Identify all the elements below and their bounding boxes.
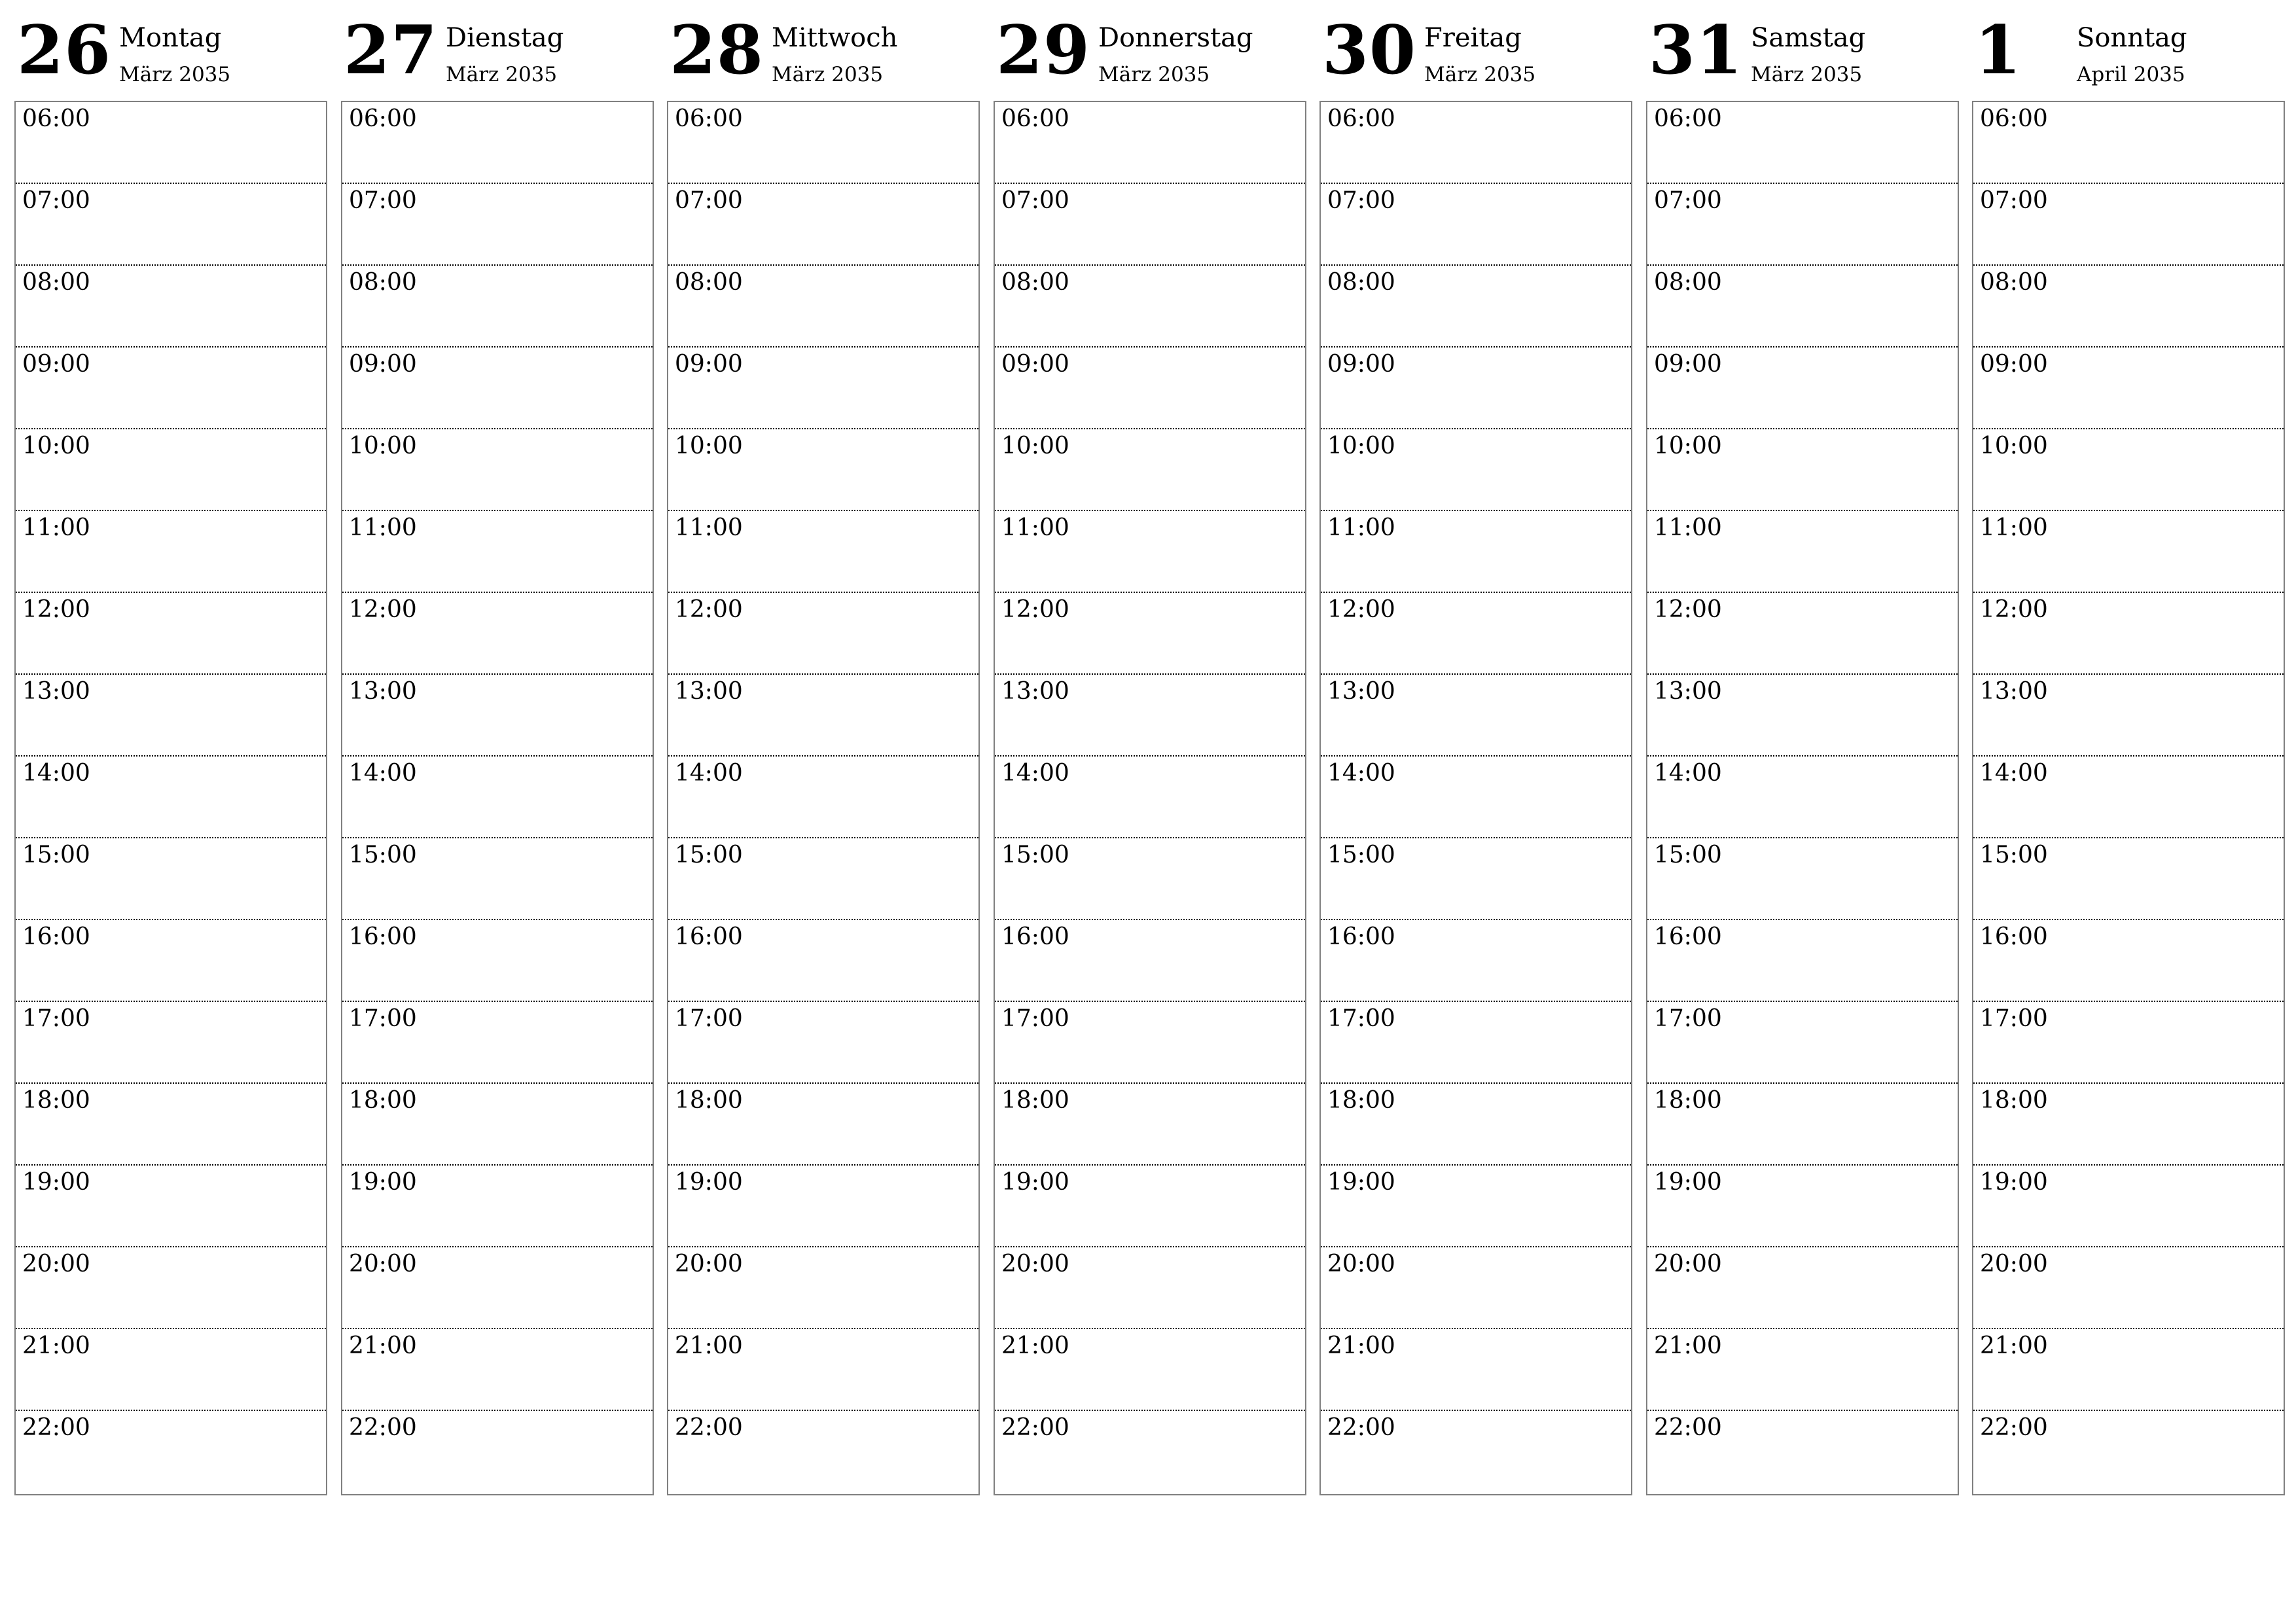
- hour-slot[interactable]: [1321, 673, 1631, 757]
- hour-label: 12:00: [1980, 596, 2048, 623]
- hour-label: 10:00: [1001, 433, 1069, 459]
- hour-label: 19:00: [1001, 1169, 1069, 1196]
- hour-label: 14:00: [1001, 760, 1069, 787]
- hour-label: 17:00: [1980, 1005, 2048, 1032]
- hour-label: 20:00: [1980, 1251, 2048, 1277]
- hour-slot[interactable]: [1321, 1082, 1631, 1166]
- hour-label: 07:00: [675, 187, 743, 214]
- hour-label: 12:00: [22, 596, 90, 623]
- hour-label: 15:00: [1001, 842, 1069, 868]
- hour-label: 09:00: [1654, 351, 1722, 378]
- hour-label: 14:00: [1327, 760, 1395, 787]
- hour-slot[interactable]: [1321, 919, 1631, 1002]
- hour-slot[interactable]: [1647, 755, 1958, 838]
- hour-slot[interactable]: [668, 837, 978, 920]
- day-schedule-box: [1319, 101, 1632, 1495]
- day-column: [1646, 0, 1959, 1441]
- hour-label: 22:00: [1980, 1414, 2048, 1441]
- hour-slot[interactable]: [16, 755, 326, 838]
- hour-label: 20:00: [22, 1251, 90, 1277]
- hour-slot[interactable]: [668, 919, 978, 1002]
- hour-slot[interactable]: [1973, 102, 2284, 184]
- hour-label: 22:00: [1654, 1414, 1722, 1441]
- hour-slot[interactable]: [668, 1001, 978, 1084]
- hour-slot[interactable]: [995, 1082, 1305, 1166]
- day-number: 1: [1975, 11, 2022, 90]
- hour-slot[interactable]: [1973, 1164, 2284, 1247]
- hour-label: 08:00: [1980, 269, 2048, 296]
- hour-slot[interactable]: [668, 510, 978, 593]
- hour-label: 17:00: [349, 1005, 417, 1032]
- hour-slot[interactable]: [16, 1410, 326, 1493]
- day-month: März 2035: [446, 63, 558, 86]
- day-header: [994, 0, 1306, 101]
- hour-label: 18:00: [349, 1087, 417, 1114]
- hour-slot[interactable]: [1973, 428, 2284, 511]
- hour-slot[interactable]: [995, 755, 1305, 838]
- day-number: 26: [17, 11, 111, 90]
- hour-slot[interactable]: [16, 837, 326, 920]
- hour-slot[interactable]: [668, 346, 978, 429]
- hour-slot[interactable]: [342, 1328, 653, 1411]
- hour-slot[interactable]: [342, 673, 653, 757]
- hour-label: 21:00: [22, 1332, 90, 1359]
- hour-slot[interactable]: [342, 264, 653, 348]
- hour-label: 07:00: [1001, 187, 1069, 214]
- hour-label: 20:00: [1001, 1251, 1069, 1277]
- day-schedule-box: [1646, 101, 1959, 1495]
- day-header: [667, 0, 980, 101]
- hour-label: 10:00: [1980, 433, 2048, 459]
- hour-label: 18:00: [1327, 1087, 1395, 1114]
- hour-slot[interactable]: [1321, 755, 1631, 838]
- hour-slot[interactable]: [342, 1246, 653, 1329]
- hour-label: 15:00: [1327, 842, 1395, 868]
- hour-label: 19:00: [1654, 1169, 1722, 1196]
- day-schedule-box: [994, 101, 1306, 1495]
- hour-label: 10:00: [349, 433, 417, 459]
- hour-slot[interactable]: [16, 1328, 326, 1411]
- day-month: März 2035: [1098, 63, 1210, 86]
- hour-slot[interactable]: [16, 102, 326, 184]
- hour-label: 15:00: [1980, 842, 2048, 868]
- hour-label: 19:00: [675, 1169, 743, 1196]
- hour-slot[interactable]: [342, 102, 653, 184]
- hour-slot[interactable]: [668, 1410, 978, 1493]
- hour-label: 06:00: [22, 105, 90, 132]
- day-name: Sonntag: [2077, 23, 2187, 53]
- day-month: März 2035: [119, 63, 231, 86]
- hour-slot[interactable]: [1973, 264, 2284, 348]
- hour-label: 09:00: [1001, 351, 1069, 378]
- day-number: 29: [996, 11, 1090, 90]
- hour-label: 21:00: [1001, 1332, 1069, 1359]
- hour-slot[interactable]: [1321, 592, 1631, 675]
- hour-label: 09:00: [1980, 351, 2048, 378]
- hour-slot[interactable]: [668, 1164, 978, 1247]
- hour-slot[interactable]: [342, 592, 653, 675]
- hour-slot[interactable]: [668, 592, 978, 675]
- hour-slot[interactable]: [342, 837, 653, 920]
- hour-label: 15:00: [22, 842, 90, 868]
- hour-slot[interactable]: [342, 1082, 653, 1166]
- day-number: 31: [1649, 11, 1743, 90]
- hour-label: 18:00: [1980, 1087, 2048, 1114]
- hour-slot[interactable]: [1321, 1410, 1631, 1493]
- hour-label: 14:00: [22, 760, 90, 787]
- day-month: April 2035: [2077, 63, 2185, 86]
- hour-label: 17:00: [22, 1005, 90, 1032]
- day-header: [1319, 0, 1632, 101]
- hour-label: 07:00: [22, 187, 90, 214]
- hour-slot[interactable]: [1321, 1246, 1631, 1329]
- hour-label: 14:00: [1654, 760, 1722, 787]
- hour-slot[interactable]: [342, 346, 653, 429]
- hour-slot[interactable]: [1647, 264, 1958, 348]
- hour-label: 17:00: [675, 1005, 743, 1032]
- hour-slot[interactable]: [995, 837, 1305, 920]
- hour-slot[interactable]: [1973, 1082, 2284, 1166]
- hour-slot[interactable]: [995, 1410, 1305, 1493]
- hour-label: 06:00: [1327, 105, 1395, 132]
- hour-label: 15:00: [349, 842, 417, 868]
- hour-slot[interactable]: [995, 919, 1305, 1002]
- day-month: März 2035: [1424, 63, 1536, 86]
- hour-label: 18:00: [22, 1087, 90, 1114]
- hour-label: 08:00: [1654, 269, 1722, 296]
- hour-slot[interactable]: [16, 592, 326, 675]
- hour-label: 18:00: [675, 1087, 743, 1114]
- hour-slot[interactable]: [668, 428, 978, 511]
- hour-label: 20:00: [675, 1251, 743, 1277]
- hour-slot[interactable]: [1647, 673, 1958, 757]
- hour-slot[interactable]: [1973, 183, 2284, 266]
- hour-slot[interactable]: [1973, 510, 2284, 593]
- hour-slot[interactable]: [1647, 102, 1958, 184]
- hour-slot[interactable]: [16, 183, 326, 266]
- hour-label: 11:00: [349, 514, 417, 541]
- hour-label: 18:00: [1001, 1087, 1069, 1114]
- hour-slot[interactable]: [995, 592, 1305, 675]
- hour-label: 14:00: [349, 760, 417, 787]
- hour-slot[interactable]: [342, 510, 653, 593]
- hour-slot[interactable]: [995, 510, 1305, 593]
- hour-label: 12:00: [675, 596, 743, 623]
- hour-label: 13:00: [675, 678, 743, 705]
- hour-slot[interactable]: [1647, 346, 1958, 429]
- hour-slot[interactable]: [1973, 1328, 2284, 1411]
- hour-label: 17:00: [1001, 1005, 1069, 1032]
- hour-slot[interactable]: [668, 1246, 978, 1329]
- hour-label: 07:00: [1980, 187, 2048, 214]
- hour-label: 07:00: [1654, 187, 1722, 214]
- hour-slot[interactable]: [1321, 183, 1631, 266]
- hour-label: 13:00: [349, 678, 417, 705]
- hour-slot[interactable]: [995, 183, 1305, 266]
- hour-slot[interactable]: [668, 264, 978, 348]
- hour-label: 16:00: [22, 923, 90, 950]
- hour-label: 11:00: [1001, 514, 1069, 541]
- day-schedule-box: [14, 101, 327, 1495]
- hour-slot[interactable]: [1647, 919, 1958, 1002]
- hour-label: 17:00: [1327, 1005, 1395, 1032]
- hour-slot[interactable]: [342, 1001, 653, 1084]
- hour-slot[interactable]: [668, 102, 978, 184]
- hour-label: 11:00: [1327, 514, 1395, 541]
- hour-label: 11:00: [675, 514, 743, 541]
- day-header: [1972, 0, 2285, 101]
- hour-slot[interactable]: [16, 264, 326, 348]
- hour-label: 22:00: [349, 1414, 417, 1441]
- hour-slot[interactable]: [1647, 1246, 1958, 1329]
- hour-slot[interactable]: [342, 1164, 653, 1247]
- hour-slot[interactable]: [16, 673, 326, 757]
- hour-slot[interactable]: [1973, 1410, 2284, 1493]
- hour-slot[interactable]: [342, 755, 653, 838]
- hour-slot[interactable]: [995, 428, 1305, 511]
- hour-slot[interactable]: [16, 1246, 326, 1329]
- hour-label: 06:00: [1654, 105, 1722, 132]
- hour-label: 22:00: [22, 1414, 90, 1441]
- hour-label: 19:00: [22, 1169, 90, 1196]
- hour-slot[interactable]: [1647, 1082, 1958, 1166]
- day-name: Donnerstag: [1098, 23, 1253, 53]
- hour-label: 09:00: [675, 351, 743, 378]
- hour-label: 08:00: [349, 269, 417, 296]
- hour-label: 16:00: [1654, 923, 1722, 950]
- hour-label: 13:00: [22, 678, 90, 705]
- hour-label: 10:00: [1327, 433, 1395, 459]
- hour-label: 11:00: [1654, 514, 1722, 541]
- hour-label: 16:00: [349, 923, 417, 950]
- hour-slot[interactable]: [16, 428, 326, 511]
- hour-label: 20:00: [349, 1251, 417, 1277]
- hour-slot[interactable]: [995, 673, 1305, 757]
- hour-label: 12:00: [1654, 596, 1722, 623]
- hour-label: 13:00: [1001, 678, 1069, 705]
- hour-label: 08:00: [22, 269, 90, 296]
- hour-slot[interactable]: [1647, 510, 1958, 593]
- day-schedule-box: [1972, 101, 2285, 1495]
- hour-slot[interactable]: [1973, 837, 2284, 920]
- hour-slot[interactable]: [342, 183, 653, 266]
- hour-label: 11:00: [22, 514, 90, 541]
- hour-label: 08:00: [675, 269, 743, 296]
- day-schedule-box: [341, 101, 654, 1495]
- hour-label: 22:00: [675, 1414, 743, 1441]
- hour-slot[interactable]: [668, 1328, 978, 1411]
- hour-label: 13:00: [1327, 678, 1395, 705]
- hour-slot[interactable]: [995, 1328, 1305, 1411]
- hour-slot[interactable]: [1973, 919, 2284, 1002]
- hour-slot[interactable]: [16, 1001, 326, 1084]
- hour-slot[interactable]: [1321, 346, 1631, 429]
- hour-label: 21:00: [1654, 1332, 1722, 1359]
- day-column: [667, 0, 980, 1441]
- day-header: [1646, 0, 1959, 101]
- hour-label: 20:00: [1654, 1251, 1722, 1277]
- hour-slot[interactable]: [1973, 1246, 2284, 1329]
- hour-label: 12:00: [1327, 596, 1395, 623]
- hour-slot[interactable]: [1647, 1001, 1958, 1084]
- hour-label: 21:00: [675, 1332, 743, 1359]
- hour-label: 07:00: [349, 187, 417, 214]
- hour-label: 16:00: [1980, 923, 2048, 950]
- hour-slot[interactable]: [1321, 264, 1631, 348]
- hour-label: 18:00: [1654, 1087, 1722, 1114]
- hour-label: 15:00: [675, 842, 743, 868]
- hour-slot[interactable]: [16, 346, 326, 429]
- hour-slot[interactable]: [1321, 510, 1631, 593]
- hour-label: 06:00: [675, 105, 743, 132]
- hour-slot[interactable]: [668, 183, 978, 266]
- hour-label: 12:00: [1001, 596, 1069, 623]
- hour-slot[interactable]: [342, 428, 653, 511]
- hour-label: 08:00: [1327, 269, 1395, 296]
- hour-slot[interactable]: [342, 1410, 653, 1493]
- hour-label: 11:00: [1980, 514, 2048, 541]
- hour-label: 16:00: [675, 923, 743, 950]
- hour-slot[interactable]: [1647, 183, 1958, 266]
- hour-slot[interactable]: [16, 510, 326, 593]
- day-month: März 2035: [1751, 63, 1863, 86]
- hour-label: 09:00: [22, 351, 90, 378]
- hour-slot[interactable]: [995, 346, 1305, 429]
- hour-slot[interactable]: [995, 1246, 1305, 1329]
- hour-slot[interactable]: [1321, 1164, 1631, 1247]
- hour-label: 06:00: [349, 105, 417, 132]
- hour-slot[interactable]: [995, 264, 1305, 348]
- day-name: Montag: [119, 23, 222, 53]
- day-schedule-box: [667, 101, 980, 1495]
- hour-slot[interactable]: [1647, 1410, 1958, 1493]
- hour-slot[interactable]: [16, 1082, 326, 1166]
- hour-label: 12:00: [349, 596, 417, 623]
- hour-slot[interactable]: [1321, 837, 1631, 920]
- day-name: Samstag: [1751, 23, 1866, 53]
- hour-slot[interactable]: [1321, 1001, 1631, 1084]
- day-name: Dienstag: [446, 23, 564, 53]
- hour-slot[interactable]: [1647, 428, 1958, 511]
- day-name: Freitag: [1424, 23, 1522, 53]
- hour-label: 13:00: [1980, 678, 2048, 705]
- day-header: [341, 0, 654, 101]
- hour-slot[interactable]: [1973, 1001, 2284, 1084]
- hour-label: 06:00: [1980, 105, 2048, 132]
- hour-label: 19:00: [1327, 1169, 1395, 1196]
- day-number: 27: [344, 11, 438, 90]
- hour-slot[interactable]: [1973, 592, 2284, 675]
- hour-slot[interactable]: [995, 1164, 1305, 1247]
- hour-label: 17:00: [1654, 1005, 1722, 1032]
- hour-label: 07:00: [1327, 187, 1395, 214]
- hour-label: 21:00: [1327, 1332, 1395, 1359]
- hour-slot[interactable]: [995, 1001, 1305, 1084]
- hour-label: 21:00: [349, 1332, 417, 1359]
- hour-label: 14:00: [1980, 760, 2048, 787]
- hour-slot[interactable]: [668, 673, 978, 757]
- hour-label: 22:00: [1001, 1414, 1069, 1441]
- day-number: 30: [1322, 11, 1416, 90]
- hour-slot[interactable]: [342, 919, 653, 1002]
- hour-label: 16:00: [1001, 923, 1069, 950]
- day-column: [1972, 0, 2285, 1441]
- day-number: 28: [670, 11, 764, 90]
- hour-label: 08:00: [1001, 269, 1069, 296]
- hour-slot[interactable]: [1647, 1328, 1958, 1411]
- hour-label: 19:00: [349, 1169, 417, 1196]
- day-name: Mittwoch: [772, 23, 898, 53]
- hour-slot[interactable]: [1321, 1328, 1631, 1411]
- hour-slot[interactable]: [668, 1082, 978, 1166]
- hour-slot[interactable]: [995, 102, 1305, 184]
- hour-label: 19:00: [1980, 1169, 2048, 1196]
- day-column: [994, 0, 1306, 1441]
- day-column: [14, 0, 327, 1441]
- day-column: [1319, 0, 1632, 1441]
- hour-label: 15:00: [1654, 842, 1722, 868]
- day-header: [14, 0, 327, 101]
- hour-slot[interactable]: [16, 919, 326, 1002]
- hour-label: 13:00: [1654, 678, 1722, 705]
- hour-slot[interactable]: [1647, 592, 1958, 675]
- hour-slot[interactable]: [1973, 346, 2284, 429]
- hour-label: 16:00: [1327, 923, 1395, 950]
- hour-label: 22:00: [1327, 1414, 1395, 1441]
- hour-slot[interactable]: [1973, 755, 2284, 838]
- hour-slot[interactable]: [668, 755, 978, 838]
- day-month: März 2035: [772, 63, 884, 86]
- hour-slot[interactable]: [1647, 1164, 1958, 1247]
- hour-label: 10:00: [675, 433, 743, 459]
- hour-label: 06:00: [1001, 105, 1069, 132]
- hour-label: 20:00: [1327, 1251, 1395, 1277]
- hour-label: 09:00: [1327, 351, 1395, 378]
- hour-label: 14:00: [675, 760, 743, 787]
- hour-slot[interactable]: [1647, 837, 1958, 920]
- hour-slot[interactable]: [1321, 428, 1631, 511]
- hour-slot[interactable]: [1973, 673, 2284, 757]
- hour-slot[interactable]: [1321, 102, 1631, 184]
- hour-label: 21:00: [1980, 1332, 2048, 1359]
- day-column: [341, 0, 654, 1441]
- hour-label: 10:00: [1654, 433, 1722, 459]
- hour-label: 09:00: [349, 351, 417, 378]
- hour-slot[interactable]: [16, 1164, 326, 1247]
- hour-label: 10:00: [22, 433, 90, 459]
